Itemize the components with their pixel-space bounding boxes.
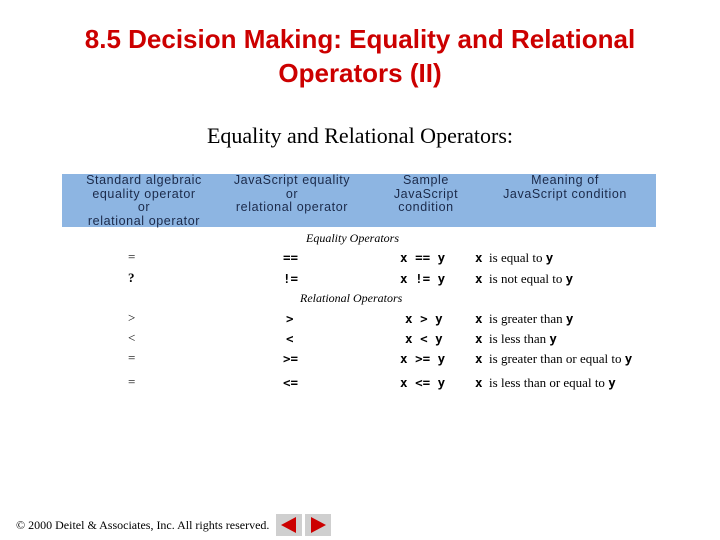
condition-meaning xyxy=(475,375,616,391)
condition-left: x xyxy=(400,250,408,265)
meaning-text: is greater than or equal to xyxy=(489,351,622,366)
section-equality-operators: Equality Operators xyxy=(306,231,399,245)
meaning-text: is not equal to xyxy=(489,271,563,286)
sample-condition xyxy=(405,331,465,346)
slide-title xyxy=(0,22,720,90)
algebraic-operator: = xyxy=(128,249,136,264)
meaning-right: y xyxy=(608,375,616,390)
header-sample-line: JavaScript xyxy=(393,186,459,201)
header-js-operator-line: or xyxy=(285,186,299,201)
header-algebraic-line: or xyxy=(137,200,151,214)
header-algebraic xyxy=(62,174,226,228)
algebraic-operator: = xyxy=(128,374,136,389)
meaning-right: y xyxy=(565,311,574,326)
condition-operator: > xyxy=(420,311,428,326)
right-arrow-icon xyxy=(305,514,331,536)
header-js-operator-line: relational operator xyxy=(235,200,349,214)
condition-meaning xyxy=(475,271,573,287)
js-operator: >= xyxy=(283,351,299,366)
previous-slide-button[interactable] xyxy=(276,514,302,536)
js-operator: > xyxy=(286,311,294,326)
header-js-operator xyxy=(222,174,362,215)
slide-title-line-2: Operators (II) xyxy=(278,58,442,88)
table-header xyxy=(62,174,656,227)
header-meaning-line: Meaning of xyxy=(531,173,599,187)
meaning-right: y xyxy=(565,271,574,286)
sample-condition xyxy=(400,250,460,265)
header-algebraic-line: equality operator xyxy=(92,186,196,201)
algebraic-operator: ? xyxy=(128,270,135,285)
algebraic-operator: < xyxy=(128,330,136,345)
condition-operator: <= xyxy=(415,375,431,390)
sample-condition xyxy=(400,351,460,366)
copyright-icon: © xyxy=(16,518,26,532)
condition-operator: == xyxy=(415,250,431,265)
header-sample-line: Sample xyxy=(403,173,449,187)
meaning-left: x xyxy=(475,331,483,346)
algebraic-operator: = xyxy=(128,350,136,365)
slide-title-line-1: 8.5 Decision Making: Equality and Relational xyxy=(84,24,636,54)
header-js-operator-line: JavaScript equality xyxy=(233,173,351,187)
condition-meaning xyxy=(475,331,557,347)
algebraic-operator: > xyxy=(128,310,136,325)
condition-left: x xyxy=(400,375,408,390)
left-arrow-icon xyxy=(276,514,302,536)
condition-operator: < xyxy=(420,331,428,346)
next-slide-button[interactable] xyxy=(305,514,331,536)
meaning-left: x xyxy=(475,311,483,326)
js-operator: < xyxy=(286,331,294,346)
condition-right: y xyxy=(437,351,446,366)
section-relational-operators: Relational Operators xyxy=(300,291,403,305)
condition-right: y xyxy=(437,375,446,390)
header-meaning xyxy=(490,174,640,201)
header-meaning-line: JavaScript condition xyxy=(503,186,627,201)
meaning-text: is less than xyxy=(489,331,547,346)
condition-right: y xyxy=(437,250,446,265)
js-operator: != xyxy=(283,271,299,286)
meaning-right: y xyxy=(624,351,633,366)
condition-meaning xyxy=(475,311,573,327)
header-sample-condition xyxy=(376,174,476,215)
meaning-text: is less than or equal to xyxy=(489,375,605,390)
copyright-text: 2000 Deitel & Associates, Inc. All rights reserved. xyxy=(28,518,270,532)
condition-left: x xyxy=(400,351,408,366)
meaning-left: x xyxy=(475,375,483,390)
condition-right: y xyxy=(435,331,443,346)
header-algebraic-line: relational operator xyxy=(87,213,201,228)
sample-condition xyxy=(400,271,460,286)
condition-operator: >= xyxy=(415,351,431,366)
meaning-right: y xyxy=(545,250,554,265)
condition-right: y xyxy=(437,271,446,286)
meaning-left: x xyxy=(475,271,483,286)
meaning-left: x xyxy=(475,250,483,265)
condition-left: x xyxy=(400,271,408,286)
copyright-footer xyxy=(16,518,269,533)
sample-condition xyxy=(405,311,465,326)
condition-left: x xyxy=(405,311,413,326)
header-algebraic-line: Standard algebraic xyxy=(86,173,202,187)
js-operator: == xyxy=(283,250,299,265)
condition-left: x xyxy=(405,331,413,346)
condition-operator: != xyxy=(415,271,431,286)
js-operator: <= xyxy=(283,375,299,390)
condition-meaning xyxy=(475,250,553,266)
condition-right: y xyxy=(435,311,443,326)
meaning-text: is greater than xyxy=(489,311,563,326)
header-sample-line: condition xyxy=(398,200,454,214)
condition-meaning xyxy=(475,351,632,367)
meaning-left: x xyxy=(475,351,483,366)
meaning-text: is equal to xyxy=(489,250,543,265)
meaning-right: y xyxy=(549,331,557,346)
sample-condition xyxy=(400,375,460,390)
slide-subtitle: Equality and Relational Operators: xyxy=(206,123,514,148)
